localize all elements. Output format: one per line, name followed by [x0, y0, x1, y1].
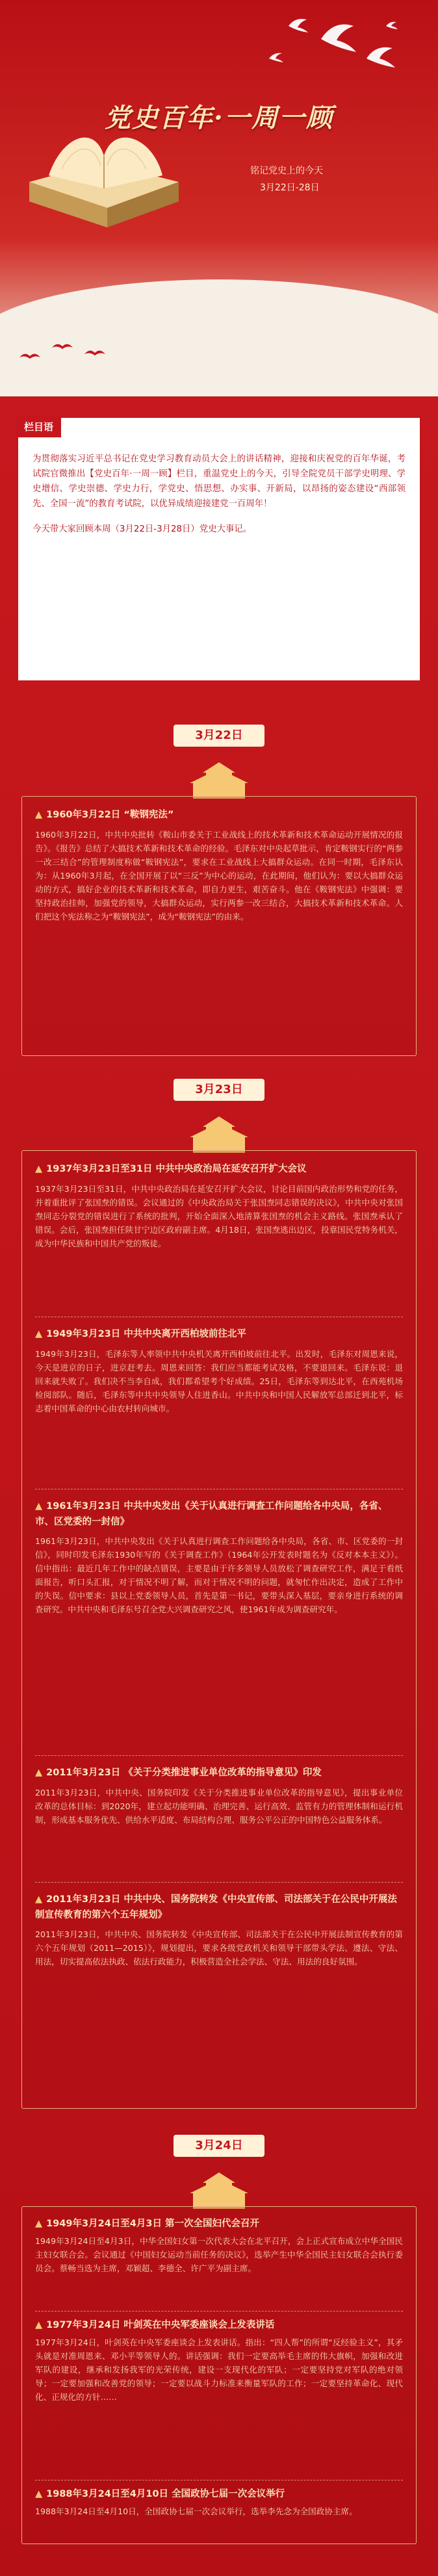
date-header: 3月23日 [174, 1079, 264, 1101]
divider [35, 1882, 403, 1883]
entry-title: ▲ 1961年3月23日 中共中央发出《关于认真进行调查工作问题给各中央局，各省、市、区党委的一封信》 [35, 1501, 388, 1527]
entry-text: 1988年3月24日至4月10日，全国政协七届一次会议举行，选举李先念为全国政协主席。 [35, 2506, 357, 2516]
entry-title: ▲ 1988年3月24日至4月10日 全国政协七届一次会议举行 [35, 2489, 285, 2499]
hero-banner [0, 0, 438, 396]
date-header: 3月22日 [174, 725, 264, 747]
entry-title: ▲ 2011年3月23日 中共中央、国务院转发《中央宣传部、司法部关于在公民中开展法制宣传教育的第六个五年规划》 [35, 1894, 397, 1920]
hero-title: 党史百年·一周一顾 [105, 103, 333, 133]
entry-title-text: 1960年3月22日 “鞍钢宪法” [46, 810, 174, 820]
entry-title-text: 1977年3月24日 叶剑英在中央军委座谈会上发表讲话 [46, 2320, 275, 2330]
entry-text: 1937年3月23日至31日，中共中央政治局在延安召开扩大会议，讨论目前国内政治形势和党的任务，并着重批评了张国焘的错误。会议通过的《中央政治局关于张国焘同志错误的决议》，中共中央对张国焘同志分裂党的错误进行了系统的批判，开始全面深入地清算张国焘的机会主义路线。张国焘承认了错误。会后，张国焘担任陕甘宁边区政府副主席。4月18日，张国焘逃出边区，投靠国民党特务机关，成为中华民族和中国共产党的叛徒。 [35, 1184, 403, 1248]
entry-text: 2011年3月23日，中共中央、国务院转发《中央宣传部、司法部关于在公民中开展法制宣传教育的第六个五年规划（2011—2015）》，规划提出，要求各级党政机关和领导干部带头学法、遵法、守法、用法，切实提高依法执政、依法行政能力，积极营造全社会学法、守法、用法的良好氛围。 [35, 1929, 403, 1966]
section-card [21, 796, 417, 1056]
entry-text: 2011年3月23日，中共中央、国务院印发《关于分类推进事业单位改革的指导意见》，提出事业单位改革的总体目标：到2020年，建立起功能明确、治理完善、运行高效、监管有力的管理体制和运行机制，形成基本服务优先、供给水平适度、布局结构合理、服务公平公正的中国特色公益服务体系。 [35, 1788, 403, 1825]
entry-title-text: 1949年3月24日至4月3日 第一次全国妇代会召开 [46, 2219, 260, 2229]
entry-text: 1961年3月23日，中共中央发出《关于认真进行调查工作问题给各中央局，各省、市、区党委的一封信》，同时印发毛泽东1930年写的《关于调查工作》（1964年公开发表时题名为《反对本本主义》）。信中指出：最近几年工作中的缺点错误，主要是由于许多领导人员放松了调查研究工作，满足于看纸面报告，听口头汇报，对于情况不明了解，而对于情况不明的问题，就匆忙作出决定，造成了工作中的失误。信中要求：县以上党委领导人员，首先是第一书记，要带头深入基层，要亲身进行系统的调查研究。中共中央和毛泽东号召全党大兴调查研究之风，使1961年成为调查研究年。 [35, 1536, 403, 1614]
entry-title: ▲ 2011年3月23日 《关于分类推进事业单位改革的指导意见》印发 [35, 1768, 322, 1778]
entry-title: ▲ 1960年3月22日 “鞍钢宪法” [35, 810, 174, 820]
doves-icon [243, 13, 412, 104]
intro-box [16, 416, 422, 682]
intro-tag: 栏目语 [16, 416, 61, 437]
hero-date-range: 3月22日-28日 [260, 183, 320, 193]
divider [35, 2311, 403, 2312]
intro-paragraph: 今天带大家回顾本周（3月22日-3月28日）党史大事记。 [32, 524, 252, 534]
entry-title-text: 2011年3月23日 《关于分类推进事业单位改革的指导意见》印发 [46, 1768, 322, 1778]
section-card [21, 1150, 417, 2109]
entry-title: ▲ 1949年3月24日至4月3日 第一次全国妇代会召开 [35, 2219, 260, 2229]
entry-title: ▲ 1949年3月23日 中共中央离开西柏坡前往北平 [35, 1329, 246, 1339]
entry-text: 1960年3月22日，中共中央批转《鞍山市委关于工业战线上的技术革新和技术革命运动开展情况的报告》。《报告》总结了大搞技术革新和技术革命的经验。毛泽东对中央起草批示，肯定鞍钢实行的“两参一改三结合”的管理制度称做“鞍钢宪法”，要求在工业战线上大搞群众运动。在同一时期，毛泽东认为：从1960年3月起，在全国开展了以“三反”为中心的运动，在此期间，他们认为：要以大搞群众运动的方式，搞好企业的技术革新和技术革命，即自力更生，艰苦奋斗。他在《鞍钢宪法》中强调：要坚持政治挂帅，加强党的领导，大搞群众运动，实行两参一改三结合，大搞技术革新和技术革命。人们把这个宪法称之为“鞍钢宪法”，成为“鞍钢宪法”的由来。 [35, 830, 403, 921]
entry-title-text: 2011年3月23日 中共中央、国务院转发《中央宣传部、司法部关于在公民中开展法制宣传教育的第六个五年规划》 [35, 1894, 397, 1920]
date-header: 3月24日 [174, 2135, 264, 2157]
entry-title-text: 1949年3月23日 中共中央离开西柏坡前往北平 [46, 1329, 246, 1339]
birds-icon [13, 338, 123, 377]
divider [35, 1755, 403, 1756]
entry-title-text: 1937年3月23日至31日 中共中央政治局在延安召开扩大会议 [46, 1164, 307, 1174]
entry-text: 1977年3月24日，叶剑英在中央军委座谈会上发表讲话。指出：“四人帮”的所谓“反经验主义”，其矛头就是对准周恩来、邓小平等领导人的。讲话强调：我们一定要高举毛主席的伟大旗帜，加强和改进军队的建设，继承和发扬我军的光荣传统，建设一支现代化的军队；一定要坚持党对军队的绝对领导；一定要加强和改善党的领导；一定要以战斗力标准来衡量军队的工作；一定要坚持革命化、现代化、正规化的方针…… [35, 2338, 403, 2402]
entry-title: ▲ 1937年3月23日至31日 中共中央政治局在延安召开扩大会议 [35, 1164, 307, 1174]
entry-text: 1949年3月24日至4月3日，中华全国妇女第一次代表大会在北平召开，会上正式宣布成立中华全国民主妇女联合会。会议通过《中国妇女运动当前任务的决议》，选举产生中华全国民主妇女联合会执行委员会。蔡畅当选为主席，邓颖超、李德全、许广平为副主席。 [35, 2236, 403, 2273]
entry-text: 1949年3月23日，毛泽东等人率领中共中央机关离开西柏坡前往北平。出发时，毛泽东对周恩来说，今天是进京的日子，进京赶考去。周恩来回答：我们应当都能考试及格，不要退回来。毛泽东说：退回来就失败了。我们决不当李自成，我们都希望考个好成绩。25日，毛泽东等到达北平，在西苑机场检阅部队。随后，毛泽东等中共中央领导人住进香山。中共中央和中国人民解放军总部迁到北平，标志着中国革命的中心由农村转向城市。 [35, 1349, 403, 1413]
entry-title: ▲ 1977年3月24日 叶剑英在中央军委座谈会上发表讲话 [35, 2320, 275, 2330]
section-card [21, 2206, 417, 2544]
intro-paragraph: 为贯彻落实习近平总书记在党史学习教育动员大会上的讲话精神，迎接和庆祝党的百年华诞，考试院官微推出【党史百年·一周一顾】栏目，重温党史上的今天，引导全院党员干部学史明理、学史增信、学史崇德、学史力行，学党史、悟思想、办实事、开新局，以昂扬的姿态建设“西部领先、全国一流”的教育考试院，以优异成绩迎接建党一百周年！ [32, 454, 406, 509]
entry-title-text: 1961年3月23日 中共中央发出《关于认真进行调查工作问题给各中央局，各省、市、区党委的一封信》 [35, 1501, 388, 1527]
book-icon [23, 97, 185, 253]
hero-subtitle: 铭记党史上的今天 [250, 166, 323, 176]
entry-title-text: 1988年3月24日至4月10日 全国政协七届一次会议举行 [46, 2489, 285, 2499]
intro-body [32, 452, 406, 547]
